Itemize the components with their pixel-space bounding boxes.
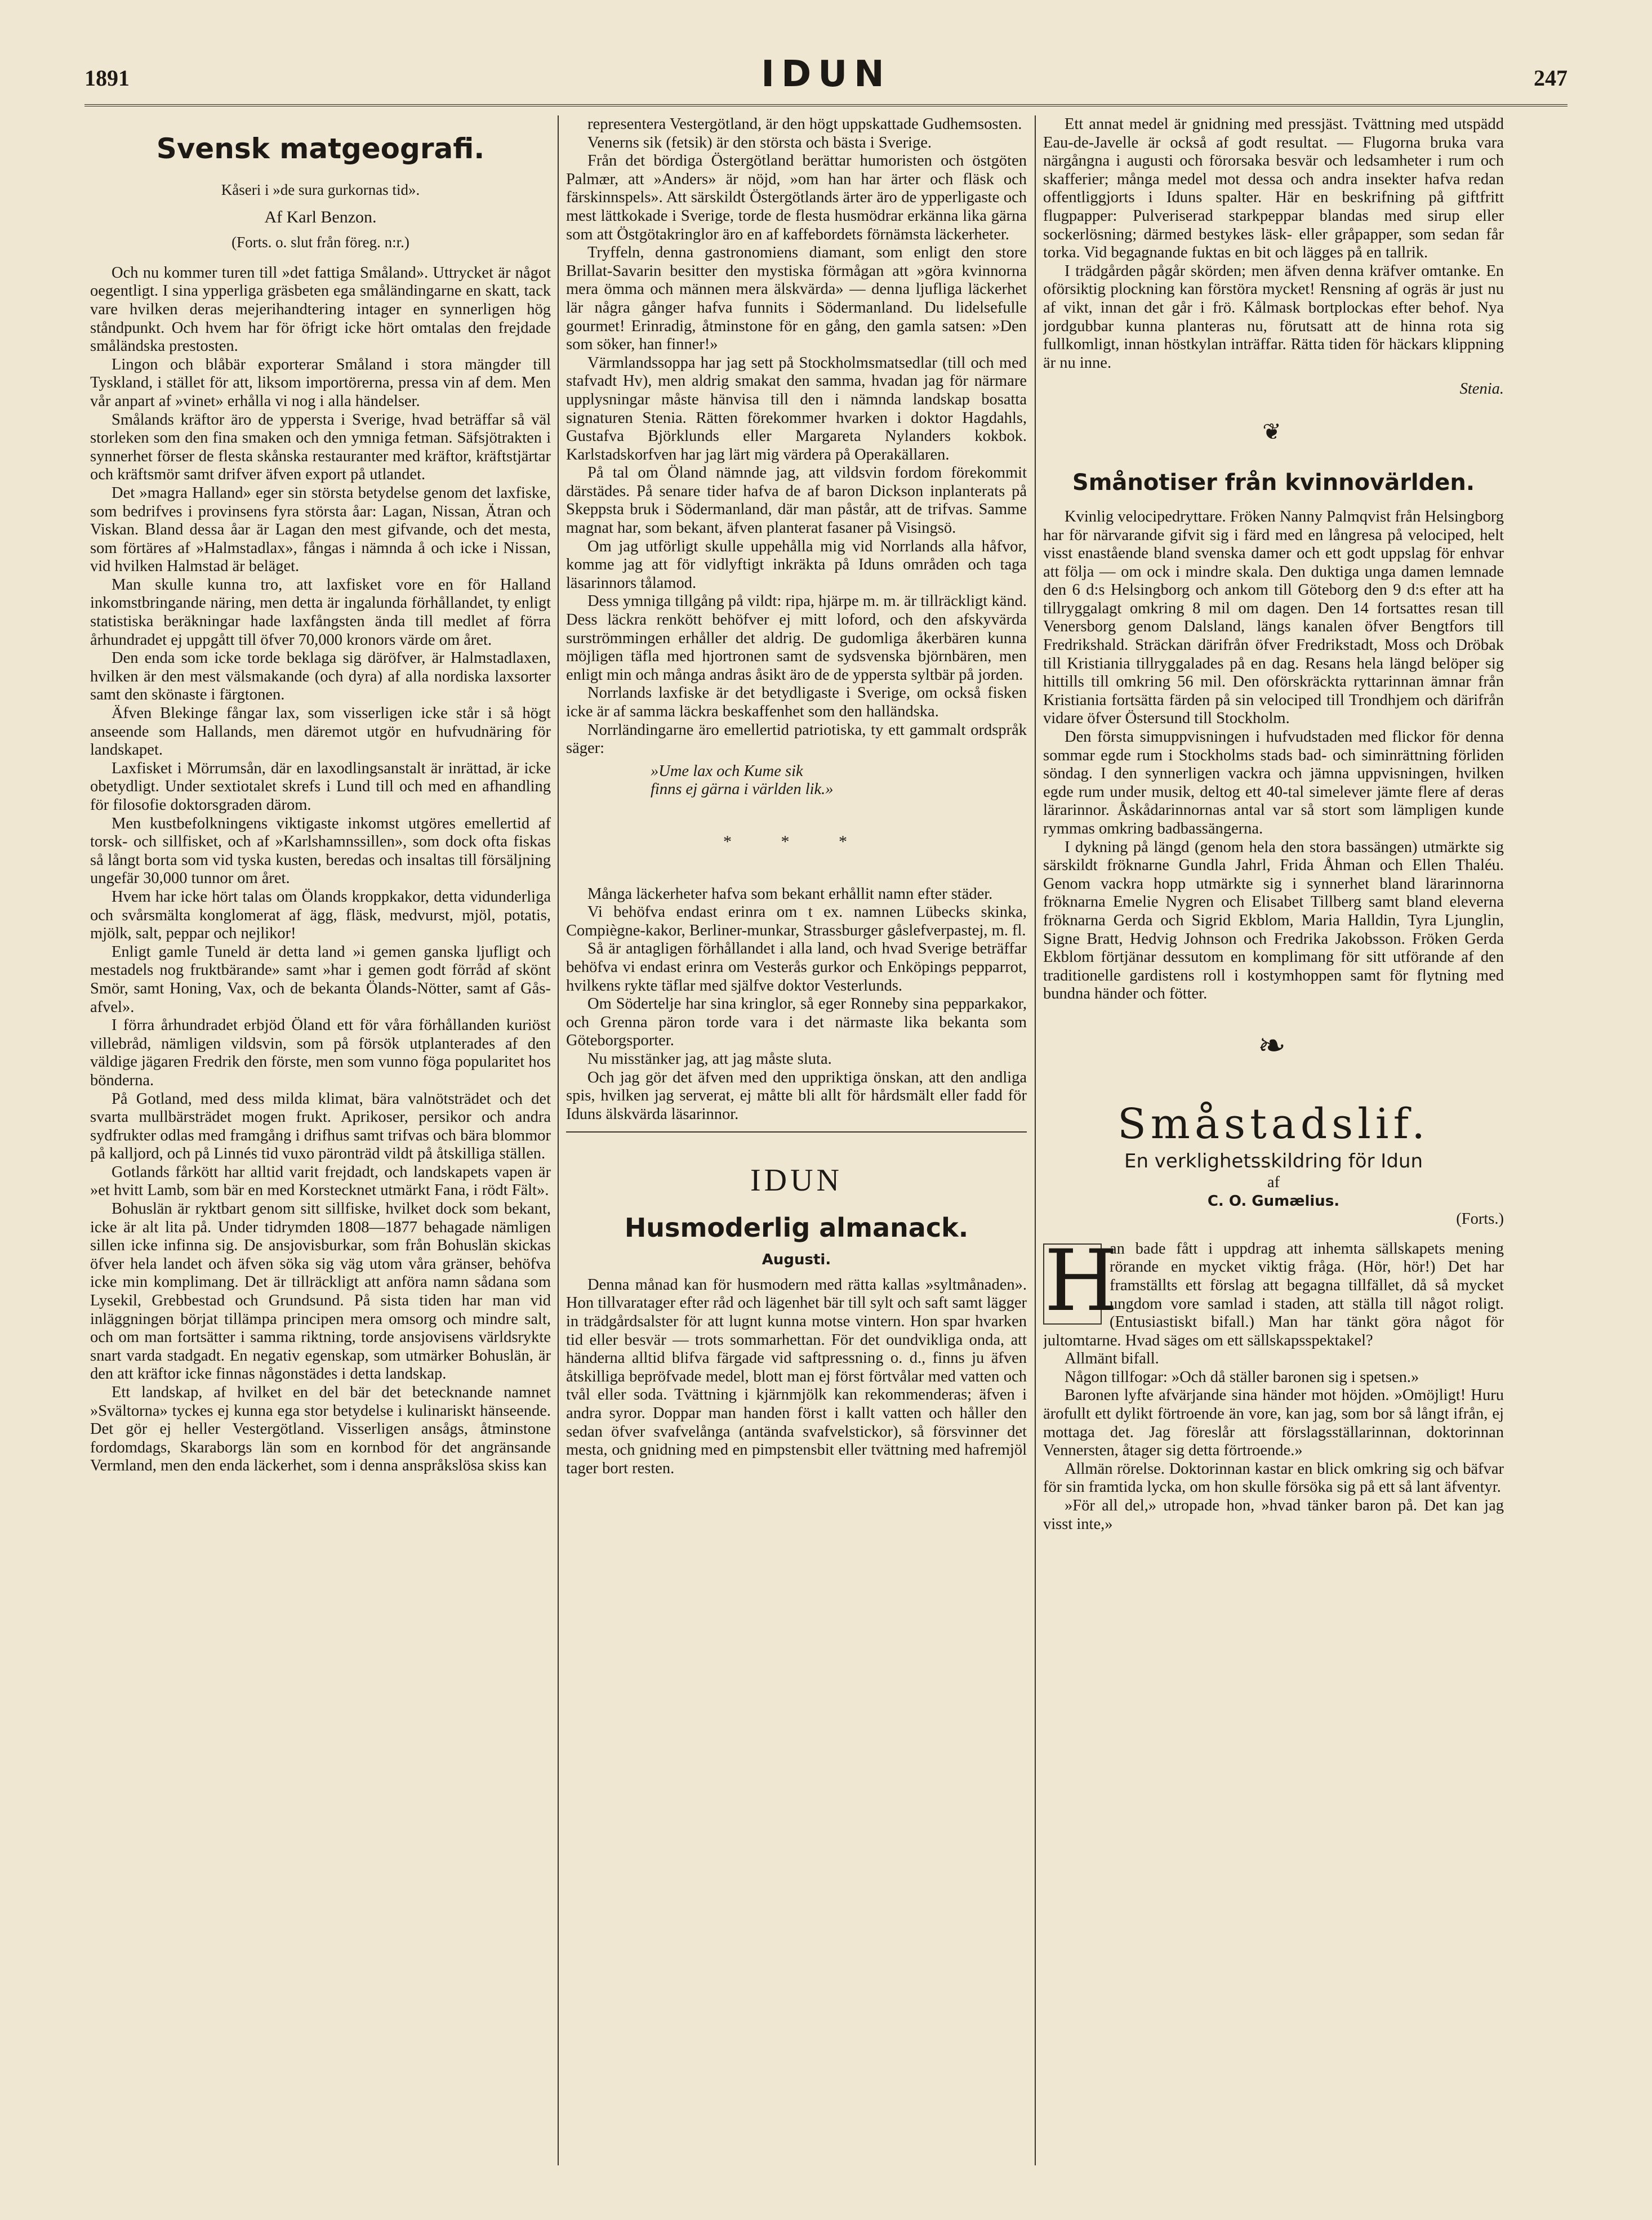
paragraph: Många läckerheter hafva som bekant erhållit namn efter städer. — [587, 885, 993, 903]
article-title: Svensk matgeografi. — [156, 132, 485, 165]
paragraph: Tryffeln, denna gastronomiens diamant, som enligt den store Brillat-Savarin besitter den mystiska förmågan att »göra kvinnorna mera ömma och männen mera älskvärda» — denna ljufliga läckerhet lär några gånger hafva funnits i Södermanland. Du lidelsefulle gourmet! Erinradig, åtminstone för en gång, den gamla satsen: »Den som söker, han finner!» — [566, 244, 1027, 354]
verse-line: »Ume lax och Kume sik — [651, 762, 803, 780]
story-body — [1043, 1350, 1504, 1534]
paragraph: Värmlandssoppa har jag sett på Stockholmsmatsedlar (till och med stafvadt Hv), men aldrig smakat den samma, hvadan jag för närmare upplysningar måste hänvisa till den i nämnda landskap bosatta signaturen Stenia. Rätten förekommer hvarken i doktor Hagdahls, Gustafva Björklunds eller Margareta Nylanders kokbok. Karlstadskorfven har jag lärt mig värdera på Operakällaren. — [566, 354, 1027, 463]
paragraph: Ett landskap, af hvilket en del bär det betecknande namnet »Svältorna» tyckes ej kunna ega stor betydelse i kulinariskt hänseende. Det gör ej heller Vestergötland. Visserligen ansågs, åtminstone fordomdags, Skaraborgs län som en kornbod för det angränsande Vermland, men den enda läckerhet, som i denna anspråkslösa skiss kan — [90, 1384, 551, 1475]
paragraph: Men kustbefolkningens viktigaste inkomst utgöres emellertid af torsk- och sillfisket, och af »Karlshamnssillen», som dock ofta fiskas så långt borta som vid tyska kusten, beredas och insaltas till försäljning ungefär 30,000 tunnor om året. — [90, 814, 551, 888]
almanack-body-continued — [1043, 115, 1504, 372]
paragraph: Från det bördiga Östergötland berättar humoristen och östgöten Palmær, att »Anders» är nöjd, »om han har ärter och fläsk och färskinnspels». Att särskildt Östergötlands ärter äro de ypperligaste och mest lättkokade i Sverige, torde de flesta husmödrar erkänna lika gärna som att Östgötakringlor äro en af kaffebordets förnämsta läckerheter. — [566, 152, 1027, 243]
running-head — [84, 54, 1568, 104]
paragraph: Om Södertelje har sina kringlor, så eger Ronneby sina pepparkakor, och Grenna päron torde vara i det närmaste lika bekanta som Göteborgsporter. — [566, 995, 1027, 1050]
paragraph: Smålands kräftor äro de yppersta i Sverige, hvad beträffar så väl storleken som den fina smaken och den ymniga fetman. Säfsjötrakten i synnerhet förser de flesta skånska restauranter med kräftor, kräftstjärtar och kräftsmör samt drifver äfven export på utlandet. — [90, 411, 551, 484]
paragraph: Man skulle kunna tro, att laxfisket vore en för Halland inkomstbringande näring, men detta är ingalunda förhållandet, ty enligt statistiska beräkningar hade laxfångsten ända till medlet af förra århundradet ej uppgått till öfver 70,000 kronors värde om året. — [90, 576, 551, 649]
column-rule — [1035, 115, 1036, 2165]
paragraph: Hvem har icke hört talas om Ölands kroppkakor, detta vidunderliga och svårsmälta konglomerat af ägg, fläsk, medvurst, mjöl, potatis, mjölk, salt, peppar och nejlikor! — [90, 888, 551, 943]
bird-ornament-icon: ❧ — [1257, 1027, 1290, 1064]
paragraph: Laxfisket i Mörrumsån, där en laxodlingsanstalt är inrättad, är icke obetydligt. Under sextiotalet skrefs i Lund till och med en afhandling för filosofie doktorsgraden därom. — [90, 759, 551, 814]
dropcap: H — [1044, 1232, 1118, 1330]
paragraph: Nu misstänker jag, att jag måste sluta. — [587, 1050, 832, 1068]
paragraph: På tal om Öland nämnde jag, att vildsvin fordom förekommit därstädes. På senare tider hafva de af baron Dickson inplanterats på Skeppsta bruk i Södermanland, där man påstår, att de trifvas. Samme magnat har, som bekant, äfven planterat fasaner på Visingsö. — [566, 464, 1027, 537]
header-rule — [84, 104, 1568, 106]
paragraph: Norrlands laxfiske är det betydligaste i Sverige, om också fisken icke är af samma läckra beskaffenhet som den halländska. — [566, 684, 1027, 720]
year: 1891 — [84, 65, 130, 91]
paragraph: Äfven Blekinge fångar lax, som visserligen icke står i så högt anseende som Hallands, men däremot utgör en hufvudnäring för landskapet. — [90, 705, 551, 759]
paragraph: Norrländingarne äro emellertid patriotiska, ty ett gammalt ordspråk säger: — [566, 721, 1027, 757]
paragraph: representera Vestergötland, är den högt uppskattade Gudhemsosten. — [587, 115, 1022, 133]
article-body-cities — [566, 885, 1027, 1124]
notice-paragraph: Den första simuppvisningen i hufvudstaden med flickor för denna sommar egde rum i Stockholms stads bad- och siminrättning förliden söndag. I den synnerligen vackra och jämna uppvisningen, hvilken egde rum under musik, deltog ett 40-tal simelever jämte flere af deras lärarinnor. Åskådarinnornas antal var så stort som lämpligen kunde rymmas omkring badbassängerna. — [1043, 728, 1504, 837]
paragraph: Venerns sik (fetsik) är den största och bästa i Sverige. — [587, 133, 932, 151]
paragraph: »För all del,» utropade hon, »hvad tänker baron på. Det kan jag visst inte,» — [1043, 1497, 1504, 1533]
paragraph: Och jag gör det äfven med den uppriktiga önskan, att den andliga spis, hvilken jag serverat, ej måtte bli allt för hårdsmält eller fadd för Iduns älskvärda läsarinnor. — [566, 1068, 1027, 1123]
paragraph: Enligt gamle Tuneld är detta land »i gemen ganska ljufligt och mestadels nog fruktbärande» samt »har i gemen godt förråd af skönt Smör, samt Honing, Vax, och de bekanta Ölands-Nötter, samt af Gås-afvel». — [90, 943, 551, 1016]
column-2 — [566, 115, 1027, 2165]
page-number: 247 — [1534, 65, 1568, 91]
article-author: Af Karl Benzon. — [264, 207, 377, 226]
article-body-continued — [566, 115, 1027, 758]
story-author: C. O. Gumælius. — [1207, 1192, 1340, 1210]
paragraph: Gotlands fårkött har alltid varit frejdadt, och landskapets vapen är »et hvitt Lamb, som bär en med Korstecknet utmärkt Fana, i rödt Fält». — [90, 1163, 551, 1200]
paragraph: Dess ymniga tillgång på vildt: ripa, hjärpe m. m. är tillräckligt känd. Dess läckra renkött behöfver ej mitt loford, och den afskyvärda surströmmingen erhåller det aldrig. De gudomliga åkerbären kunna möjligen täfla med hjortronen samt de sydsvenska björnbären, men enligt min och många andras åsikt äro de de yppersta syltbär på jorden. — [566, 592, 1027, 684]
paragraph: Baronen lyfte afvärjande sina händer mot höjden. »Omöjligt! Huru ärofullt ett dylikt förtroende än vore, kan jag, som bor så långt ifrån, ej mottaga det. Jag föreslår att förslagsställarinnan, doktorinnan Vennersten, åtager sig detta förtroende.» — [1043, 1387, 1504, 1460]
column-rule — [558, 115, 559, 2165]
smanotiser-body — [1043, 508, 1504, 1004]
continued-note: (Forts. o. slut från föreg. n:r.) — [231, 234, 409, 251]
paragraph: I förra århundradet erbjöd Öland ett för våra förhållanden kuriöst villebråd, nämligen vildsvin, som på försök utplanterades af den väldige jägaren Fredrik den förste, men som vunno föga popularitet hos bönderna. — [90, 1017, 551, 1089]
story-title: Småstadslif. — [1117, 1099, 1430, 1148]
smanotiser-title: Smånotiser från kvinnovärlden. — [1072, 469, 1475, 496]
paragraph: Och nu kommer turen till »det fattiga Småland». Uttrycket är något oegentligt. I sina ypperliga gräsbeten ega småländingarne en skatt, tack vare hvilken deras mejerihandtering intager en synnerligen hög ståndpunkt. Och hvem har för öfrigt icke hört omtalas den frejdade småländska prestosten. — [90, 264, 551, 355]
divider — [566, 1131, 1027, 1133]
paragraph: På Gotland, med dess milda klimat, bära valnötsträdet och det svarta mullbärsträdet mogen frukt. Aprikoser, persikor och andra sydfrukter odlas med framgång i drifhus samt trifvas och bära blommor på kalljord, och på Linnés tid vuxo päronträd vildt på åtskilliga ställen. — [90, 1090, 551, 1163]
paragraph: Lingon och blåbär exporterar Småland i stora mängder till Tyskland, i stället för att, liksom importörerna, pressa vin af dem. Men vår anpart af »vinet» erhålla vi nog i alla händelser. — [90, 355, 551, 410]
almanack-body — [566, 1276, 1027, 1478]
paragraph: Så är antagligen förhållandet i alla land, och hvad Sverige beträffar behöfva vi endast erinra om Vesterås gurkor och Enköpings pepparrot, hvilkens rykte täflar med själfve doktor Vesterlunds. — [566, 940, 1027, 995]
article-subtitle: Kåseri i »de sura gurkornas tid». — [221, 181, 420, 198]
verse — [566, 763, 1027, 799]
story-first-paragraph: an bade fått i uppdrag att inhemta sällskapets mening rörande en mycket viktig fråga. (Hör, hör!) Det har framställts ett förslag att begagna tillfället, då så mycket ungdom vore samlad i staden, att ställa till något roligt. (Entusiastiskt bifall.) Man har tänkt göra något för jultomtarne. Hvad säges om ett sällskapsspektakel? — [1043, 1240, 1504, 1349]
paragraph: I trädgården pågår skörden; men äfven denna kräfver omtanke. En oförsiktig plockning kan förstöra mycket! Rensning af ogräs är just nu af vikt, innan det går i frö. Kålmask bortplockas efter behof. Nya jordgubbar kunna planteras nu, förutsatt att de hinna rota sig fullkomligt, innan höstkylan inträffar. Rätta tiden för häckars klippning är nu inne. — [1043, 262, 1504, 372]
ornament-icon: ❦ — [1262, 418, 1285, 444]
story-af: af — [1267, 1173, 1280, 1191]
article-body — [90, 264, 551, 1475]
masthead-title: IDUN — [761, 54, 891, 95]
paragraph: Om jag utförligt skulle uppehålla mig vid Norrlands alla håfvor, komme jag att för vidlyftigt inkräkta på Iduns områden och taga läsarinnors tålamod. — [566, 537, 1027, 592]
paragraph: Denna månad kan för husmodern med rätta kallas »syltmånaden». Hon tillvaratager efter råd och lägenhet bär till sylt och saft samt lägger in trädgårdsalster för att lugnt kunna motse vintern. Hon spar hvarken tid eller besvär — trots sommarhettan. För det oundvikliga onda, att händerna alltid blifva färgade vid saftpressning o. d., finns ju äfven åtskilliga bepröfvade medel, blott man ej först förtvålar med vatten och tvål eller soda. Tvättning i kjärnmjölk kan rekommenderas; äfven i andra syror. Doppar man handen först i kallt vatten och håller den sedan öfver svafvelånga (antända svafvelstickor), så försvinner det mesta, och gnidning med en pimpstensbit eller tvättning med hafremjöl tager bort resten. — [566, 1276, 1027, 1477]
paragraph: Allmän rörelse. Doktorinnan kastar en blick omkring sig och bäfvar för sin framtida lycka, om hon skulle försöka sig på ett så lant äfventyr. — [1043, 1460, 1504, 1496]
almanack-title: Husmoderlig almanack. — [624, 1212, 969, 1243]
story-opening — [1043, 1232, 1504, 1350]
column-1 — [90, 115, 551, 2165]
paragraph: Allmänt bifall. — [1065, 1350, 1159, 1368]
section-stars: * * * — [723, 832, 870, 851]
paragraph: Det »magra Halland» eger sin största betydelse genom det laxfiske, som bedrifves i provinsens fyra största åar: Lagan, Nissan, Ätran och Viskan. Bland dessa åar är Lagan den mest gifvande, och det mesta, som förtäres af »Halmstadlax», fångas i nämnda å och icke i Nissan, vid hvilken Halmstad är beläget. — [90, 484, 551, 576]
signature: Stenia. — [1459, 380, 1504, 398]
idun-ornament: IDUN — [750, 1163, 843, 1198]
paragraph: Vi behöfva endast erinra om t ex. namnen Lübecks skinka, Compiègne-kakor, Berliner-munkar, Strassburger gåslefverpastej, m. fl. — [566, 903, 1027, 939]
notice-paragraph: I dykning på längd (genom hela den stora bassängen) utmärkte sig särskildt fröknarne Gundla Jahrl, Frida Åhman och Ellen Thaléu. Genom vackra hopp utmärkte sig i synnerhet bland lärarinnorna fröknarna Emelie Nygren och Elisabet Tillberg samt bland eleverna fröknarna Gerda och Sigrid Ekblom, Maria Halldin, Tyra Ljunglin, Signe Bratt, Hedvig Johnson och Fredrika Jakobsson. Fröken Gerda Ekblom förtjänar dessutom en komplimang för sitt utförande af den traditionelle gardistens roll i kostymhoppen samt för flytning med bundna händer och fötter. — [1043, 838, 1504, 1003]
almanack-month: Augusti. — [762, 1251, 831, 1269]
paragraph: Bohuslän är ryktbart genom sitt sillfiske, hvilket dock som bekant, icke är alt lita på. Under tidrymden 1808—1877 behagade nämligen sillen icke infinna sig. De ansjovisburkar, som från Bohuslän skickas öfver hela landet och äfven söka sig väg utom våra gränser, behöfva icke min komplimang. Det är tillräckligt att anföra namn sådana som Lysekil, Grebbestad och Grundsund. På sista tiden har man vid inläggningen börjat tillämpa principen mera omsorg och mindre salt, och om man fortsätter i samma riktning, torde ansjovisens världsrykte snart varda stadgadt. En negativ egenskap, som utmärker Bohuslän, är den att kräftor icke finnas någonstädes i detta landskap. — [90, 1200, 551, 1383]
paragraph: Den enda som icke torde beklaga sig däröfver, är Halmstadlaxen, hvilken är den mest välsmakande (och dyra) af alla nordiska laxsorter samt den skönaste i färgtonen. — [90, 649, 551, 704]
paragraph: Någon tillfogar: »Och då ställer baronen sig i spetsen.» — [1065, 1368, 1419, 1386]
story-subtitle: En verklighetsskildring för Idun — [1124, 1149, 1423, 1173]
verse-line: finns ej gärna i världen lik.» — [651, 781, 834, 799]
paragraph: Ett annat medel är gnidning med pressjäst. Tvättning med utspädd Eau-de-Javelle är också af godt resultat. — Flugorna bruka vara närgångna i augusti och förorsaka besvär och ledsamheter i rum och skafferier; många medel mot dessa och andra insekter hafva redan offentliggjorts i Iduns spalter. Här en beskrifning på giftfritt flugpapper: Pulveriserad starkpeppar blandas med sirup eller sockerlösning; därmed bestykes läsk- eller gråpapper, som sedan får torka. Vid begagnande fuktas en bit och lägges på en tallrik. — [1043, 115, 1504, 262]
notice-paragraph: Kvinlig velocipedryttare. Fröken Nanny Palmqvist från Helsingborg har för närvarande gifvit sig i färd med en långresa på velociped, helt visst enastående bland svenska damer och ett godt uppslag för enhvar att följa — om ock i mindre skala. Den duktiga unga damen lemnade den 6 d:s Helsingborg och ankom till Göteborg den 9 d:s efter att ha tillryggalagt omkring 8 mil om dagen. Den 14 fortsattes resan till Venersborg genom Dalsland, längs kanalen öfver Bengtfors till Fredrikshald. Sträckan därifrån öfver Fredrikstadt, Moss och Dröbak till Kristiania tillryggalades på en dag. Resans hela längd belöper sig hittills till omkring 56 mil. Den oförskräckta ryttarinnan ämnar från Kristiania fortsätta färden på sin velociped till Trondhjem och därifrån vidare öfver Östersund till Stockholm. — [1043, 507, 1504, 728]
story-continued: (Forts.) — [1456, 1210, 1504, 1228]
column-3 — [1043, 115, 1504, 2165]
